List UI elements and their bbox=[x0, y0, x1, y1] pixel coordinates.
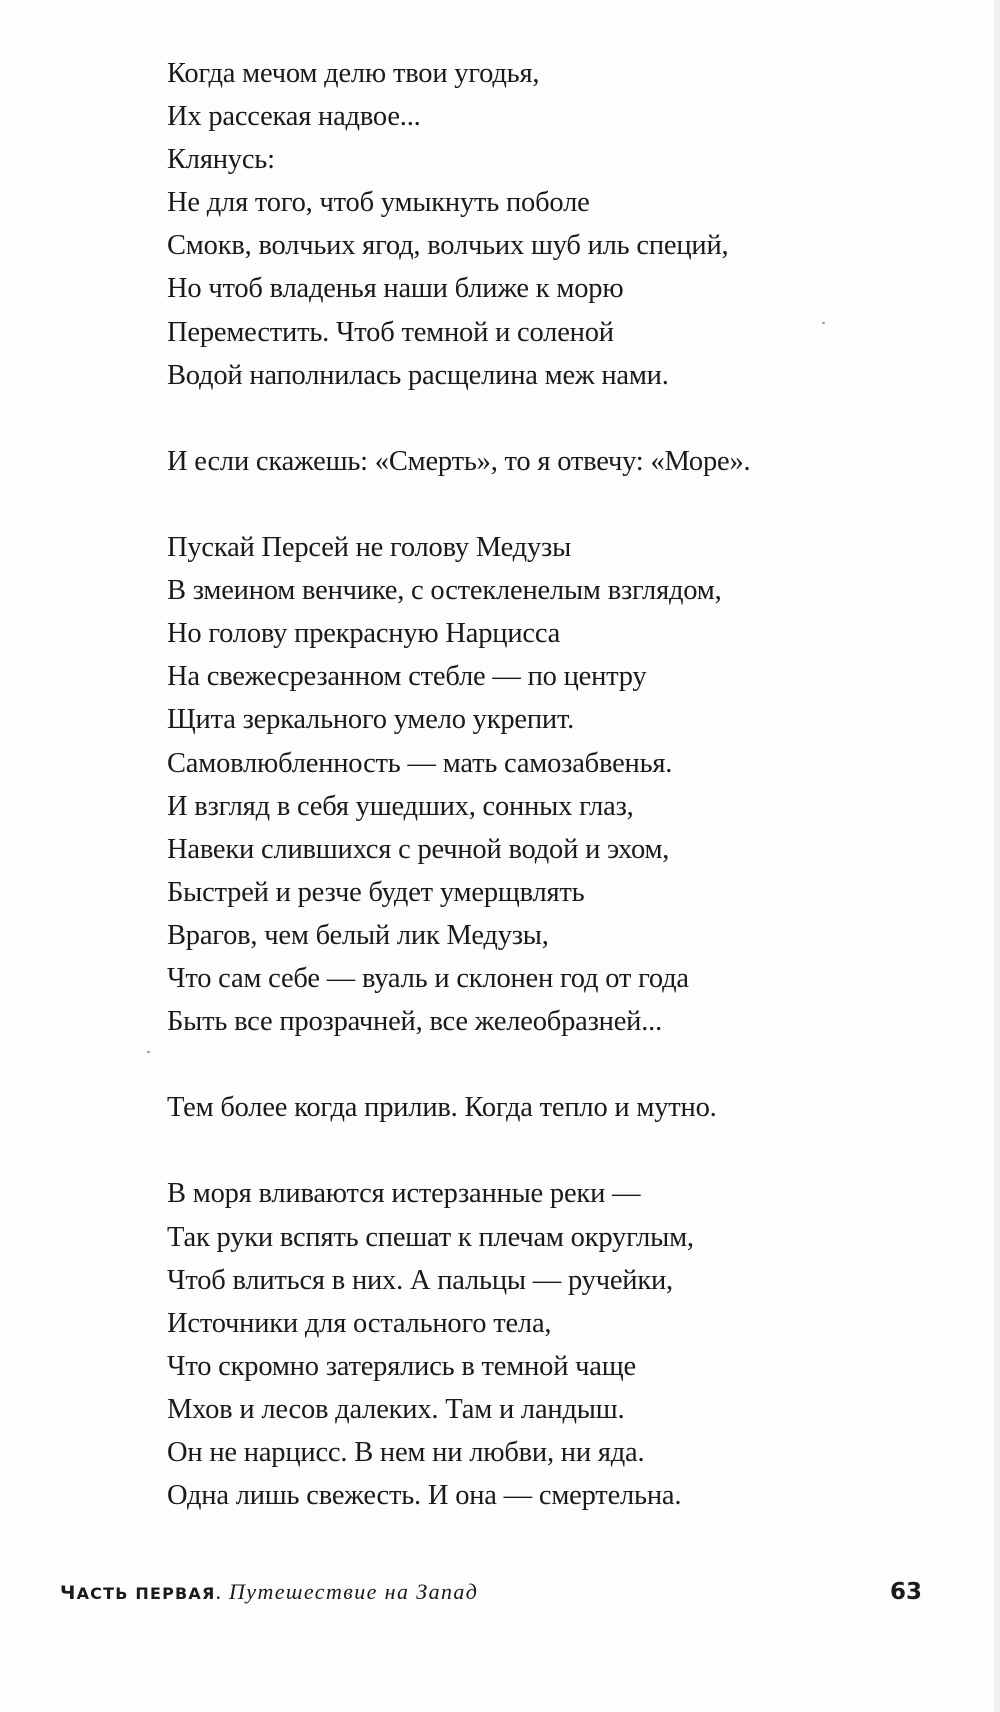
poem-stanza bbox=[167, 440, 967, 483]
poem-stanza bbox=[167, 1172, 967, 1517]
poem-line: Водой наполнилась расщелина меж нами. bbox=[167, 359, 669, 391]
stanza-break bbox=[167, 397, 967, 440]
poem-line: Самовлюбленность — мать самозабвенья. bbox=[167, 747, 673, 779]
poem-line: В змеином венчике, с остекленелым взглядом, bbox=[167, 575, 722, 607]
page-footer bbox=[60, 1574, 922, 1610]
part-label-initial: Ч bbox=[60, 1582, 77, 1604]
poem-stanza bbox=[167, 1086, 967, 1129]
poem-line: Что сам себе — вуаль и склонен год от года bbox=[167, 962, 689, 994]
poem-line: Навеки слившихся с речной водой и эхом, bbox=[167, 833, 670, 865]
poem-line: Но чтоб владенья наши ближе к морю bbox=[167, 273, 624, 305]
page-number: 63 bbox=[889, 1579, 922, 1605]
poem-line: Так руки вспять спешат к плечам округлым, bbox=[167, 1221, 694, 1253]
page-edge bbox=[994, 0, 1000, 1712]
running-head bbox=[60, 1579, 478, 1605]
poem-line: Быстрей и резче будет умерщвлять bbox=[167, 876, 585, 908]
poem-line: Быть все прозрачней, все желеобразней... bbox=[167, 1006, 662, 1038]
poem-line: Смокв, волчьих ягод, волчьих шуб иль специй, bbox=[167, 230, 729, 262]
poem-text bbox=[167, 52, 967, 1517]
chapter-title: Путешествие на Запад bbox=[229, 1579, 479, 1604]
scan-speck bbox=[822, 322, 825, 324]
poem-line: Их рассекая надвое... bbox=[167, 101, 421, 133]
stanza-break bbox=[167, 483, 967, 526]
poem-line: И если скажешь: «Смерть», то я отвечу: «Море». bbox=[167, 445, 751, 477]
poem-line: Пускай Персей не голову Медузы bbox=[167, 532, 572, 564]
poem-line: На свежесрезанном стебле — по центру bbox=[167, 661, 647, 693]
poem-line: Щита зеркального умело укрепит. bbox=[167, 704, 575, 736]
poem-line: Когда мечом делю твои угодья, bbox=[167, 58, 540, 89]
poem-line: И взгляд в себя ушедших, сонных глаз, bbox=[167, 790, 634, 822]
poem-line: Переместить. Чтоб темной и соленой bbox=[167, 316, 614, 348]
poem-line: Не для того, чтоб умыкнуть поболе bbox=[167, 187, 590, 219]
poem-line: Клянусь: bbox=[167, 144, 275, 176]
poem-line: Врагов, чем белый лик Медузы, bbox=[167, 919, 549, 951]
poem-stanza bbox=[167, 52, 967, 397]
part-label-rest: АСТЬ ПЕРВАЯ bbox=[76, 1584, 216, 1603]
part-label bbox=[60, 1582, 216, 1604]
poem-line: Тем более когда прилив. Когда тепло и мутно. bbox=[167, 1092, 717, 1124]
poem-line: Он не нарцисс. В нем ни любви, ни яда. bbox=[167, 1437, 645, 1468]
poem-line: Чтоб влиться в них. А пальцы — ручейки, bbox=[167, 1264, 673, 1296]
poem-line: Но голову прекрасную Нарцисса bbox=[167, 618, 561, 650]
poem-line: Одна лишь свежесть. И она — смертельна. bbox=[167, 1480, 682, 1512]
scan-speck bbox=[147, 1051, 150, 1053]
poem-line: Источники для остального тела, bbox=[167, 1307, 552, 1339]
running-head-separator: . bbox=[215, 1579, 222, 1604]
poem-stanza bbox=[167, 526, 967, 1043]
poem-line: В моря вливаются истерзанные реки — bbox=[167, 1178, 641, 1210]
stanza-break bbox=[167, 1129, 967, 1172]
poem-line: Мхов и лесов далеких. Там и ландыш. bbox=[167, 1393, 625, 1425]
poem-line: Что скромно затерялись в темной чаще bbox=[167, 1350, 636, 1382]
stanza-break bbox=[167, 1043, 967, 1086]
